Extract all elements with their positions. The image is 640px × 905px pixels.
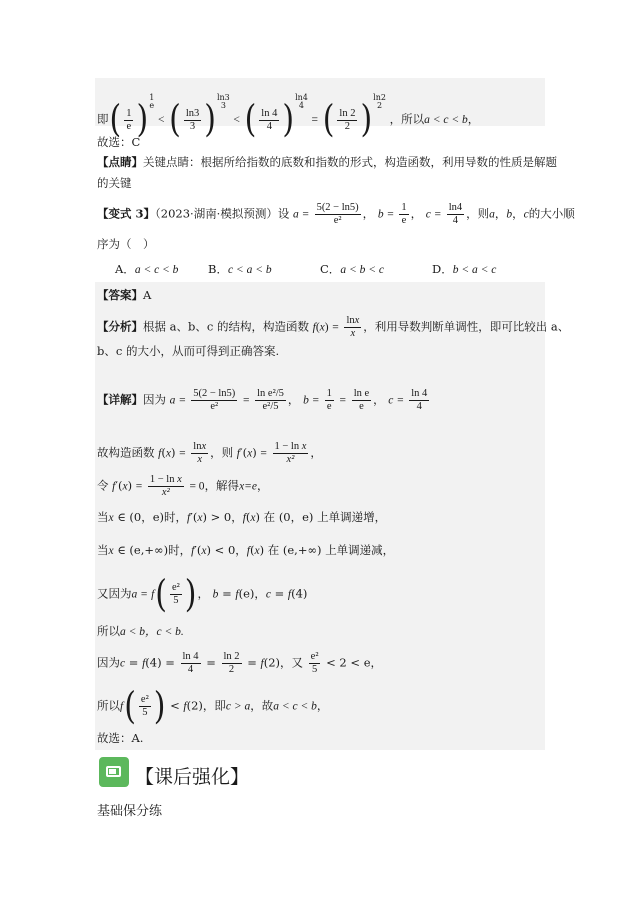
option-c[interactable]: C．a < b < c: [320, 262, 384, 276]
detail-line-8: 因为c = f(4) = $\frac{\ln 4}{4}$ = $\frac{\ln 2}{2}$ = f(2)，又 $\frac{\text{e²}}{5}$ < 2 < e，: [97, 651, 383, 675]
option-a[interactable]: A．a < c < b: [115, 262, 179, 276]
detail-line-7: 所以a < b，c < b.: [97, 624, 184, 638]
question-line-2: 序为（ ）: [97, 237, 155, 251]
answer-line: 【答案】A: [97, 288, 152, 302]
prev-conclusion-line: 即( $\frac{1}{e}$ ) 1 e < ( $\frac{\ln 3}{3}$ ) ln3 3 < ( $\frac{\ln 4}{4}$ ) ln4 4 = ( $\frac{\ln 2}{2}$ ) ln2 2 ，所以a < c < b，: [97, 93, 480, 142]
section-subtitle: 基础保分练: [97, 804, 163, 819]
detail-line-4: 当x ∈ (0，e)时，f′(x) > 0，f(x) 在 (0，e) 上单调递增，: [97, 510, 387, 524]
prev-answer: 故选：C: [97, 135, 141, 149]
comment-line-1: 【点睛】关键点睛：根据所给指数的底数和指数的形式，构造函数，利用导数的性质是解题: [97, 155, 557, 169]
comment-line-2: 的关键: [97, 176, 132, 190]
detail-line-6: 又因为a = f( $\frac{\text{e²}}{5}$ )， b = f(e)，c = f(4): [97, 572, 308, 616]
detail-line-3: 令 f′(x) = $\frac{\text{1 − ln x}}{\text{x²}}$ = 0，解得x=e，: [97, 474, 269, 498]
option-d[interactable]: D．b < a < c: [432, 262, 497, 276]
final-answer: 故选：A.: [97, 731, 144, 745]
analysis-line-1: 【分析】根据 a、b、c 的结构，构造函数 f(x) = $\frac{\ln x}{x}$ ，利用导数判断单调性，即可比较出 a、: [97, 315, 570, 339]
detail-line-5: 当x ∈ (e,+∞)时，f′(x) < 0，f(x) 在 (e,+∞) 上单调递减，: [97, 543, 395, 557]
section-badge: [99, 757, 129, 787]
detail-line-1: 【详解】因为 a = $\frac{5(2 - \ln 5)}{\text{e²}}$ = $\frac{\text{ln e²/5}}{\text{e²/5}}$ ， b = $\frac{1}{e}$ = $\frac{\text{ln e}}{e}$ ， c = $\frac{\ln 4}{4}$: [97, 388, 428, 412]
detail-line-2: 故构造函数 f(x) = $\frac{\ln x}{x}$ ，则 f′(x) = $\frac{\text{1 − ln x}}{\text{x²}}$ ，: [97, 441, 322, 465]
question-line-1: 【变式 3】（2023·湖南·模拟预测）设 a = $\frac{5(2 - \ln 5)}{\text{e²}}$ ， b = $\frac{1}{e}$ ， c = $\frac{\ln 4}{4}$ ，则a，b，c的大小顺: [97, 202, 575, 226]
analysis-line-2: b、c 的大小，从而可得到正确答案.: [97, 344, 280, 358]
section-title: 【课后强化】: [135, 766, 250, 788]
battery-icon: [106, 766, 121, 777]
detail-line-9: 所以f( $\frac{\text{e²}}{5}$ ) < f(2)，即c > a，故a < c < b，: [97, 684, 329, 728]
option-b[interactable]: B．c < a < b: [208, 262, 272, 276]
